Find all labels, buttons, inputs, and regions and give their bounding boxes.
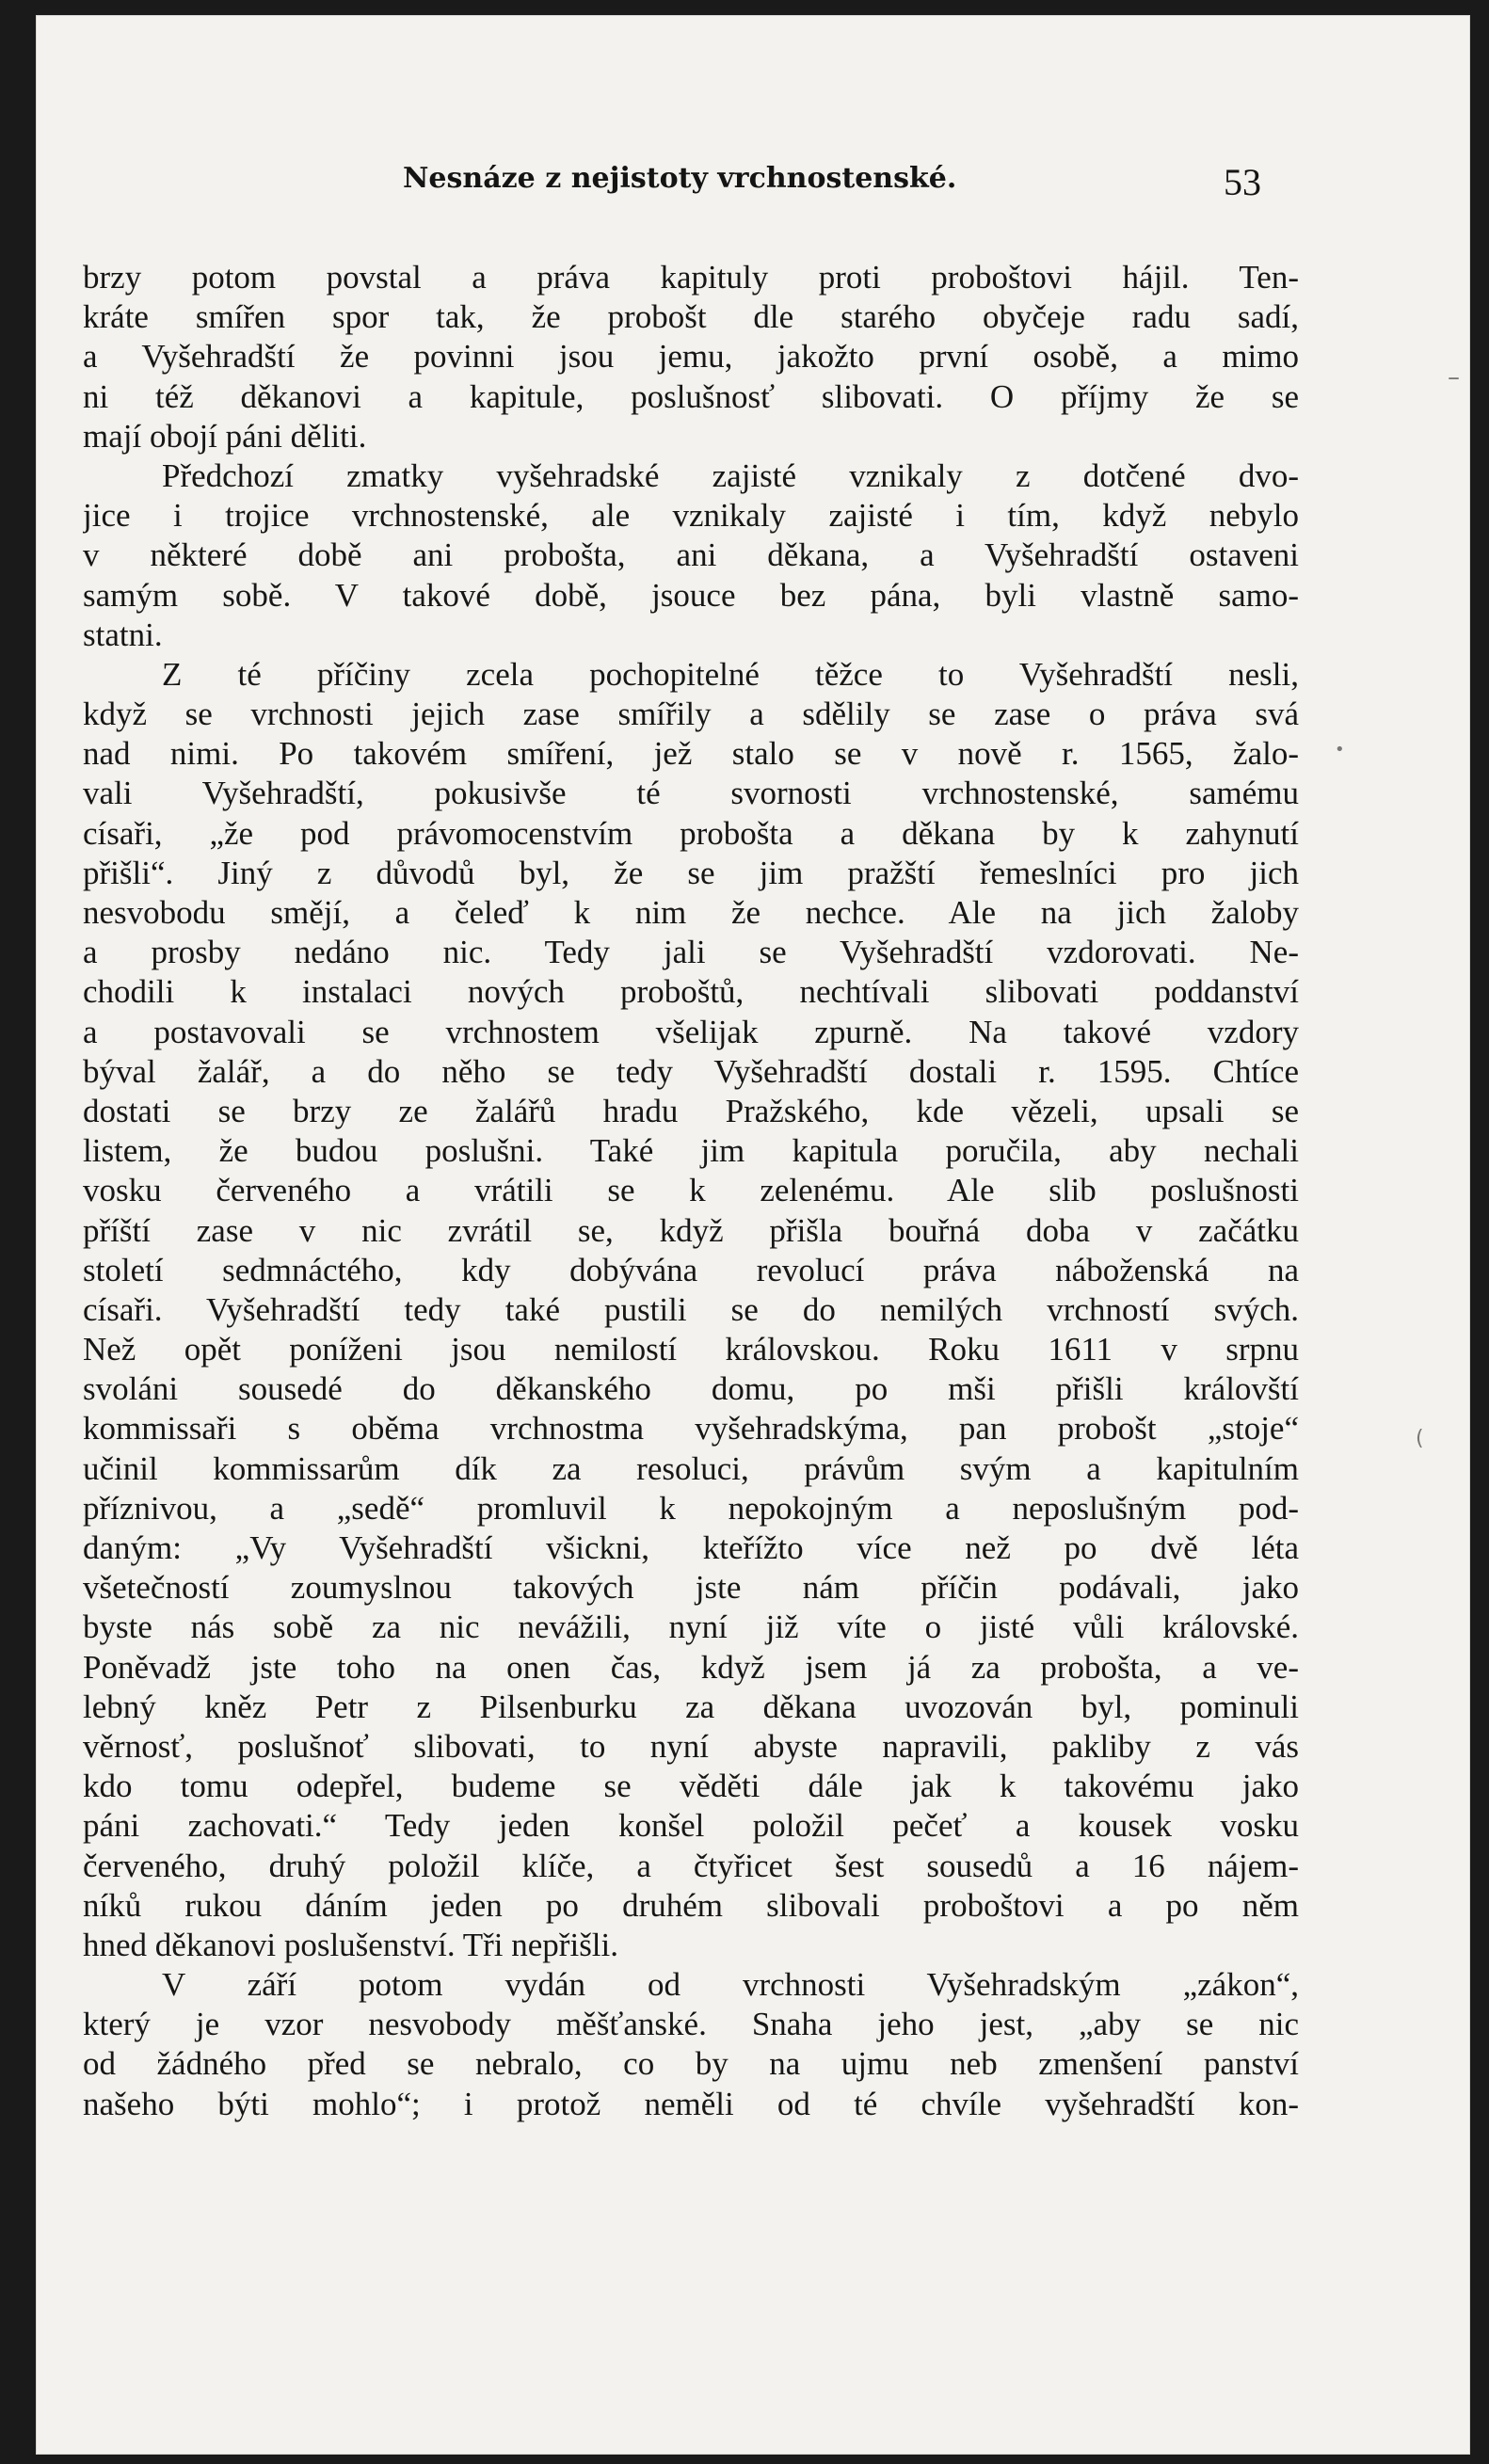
text-line: Než opět poníženi jsou nemilostí královskou. Roku 1611 v srpnu: [83, 1331, 1299, 1368]
text-line: a Vyšehradští že povinni jsou jemu, jakožto první osobě, a mimo: [83, 338, 1299, 376]
text-line: jice i trojice vrchnostenské, ale vznikaly zajisté i tím, když nebylo: [83, 497, 1299, 535]
text-line: ni též děkanovi a kapitule, poslušnosť slibovati. O příjmy že se: [83, 377, 1299, 415]
text-line: příští zase v nic zvrátil se, když přišla bouřná doba v začátku: [83, 1211, 1299, 1249]
text-line: nesvobodu smějí, a čeleď k nim že nechce. Ale na jich žaloby: [83, 894, 1299, 931]
book-page: [36, 15, 1470, 2455]
text-line: v některé době ani probošta, ani děkana, a Vyšehradští ostaveni: [83, 536, 1299, 574]
text-line: příznivou, a „sedě“ promluvil k nepokojným a neposlušným pod-: [83, 1489, 1299, 1527]
text-line: samým sobě. V takové době, jsouce bez pána, byli vlastně samo-: [83, 576, 1299, 614]
text-line: vosku červeného a vrátili se k zelenému. Ale slib poslušnosti: [83, 1172, 1299, 1209]
text-line: učinil kommissarům dík za resoluci, právům svým a kapitulním: [83, 1449, 1299, 1487]
text-line: Předchozí zmatky vyšehradské zajisté vznikaly z dotčené dvo-: [162, 456, 1299, 494]
text-line: našeho býti mohlo“; i protož neměli od té chvíle vyšehradští kon-: [83, 2085, 1299, 2122]
text-line: hned děkanovi poslušenství. Tři nepřišli.: [83, 1926, 619, 1963]
text-line: lebný kněz Petr z Pilsenburku za děkana uvozován byl, pominuli: [83, 1688, 1299, 1725]
text-line: listem, že budou poslušni. Také jim kapitula poručila, aby nechali: [83, 1132, 1299, 1170]
text-line: červeného, druhý položil klíče, a čtyřicet šest sousedů a 16 nájem-: [83, 1847, 1299, 1884]
text-line: císaři, „že pod právomocenstvím probošta a děkana by k zahynutí: [83, 814, 1299, 852]
text-line: mají obojí páni děliti.: [83, 417, 367, 455]
text-line: svoláni sousedé do děkanského domu, po mši přišli královští: [83, 1370, 1299, 1408]
page-header: [36, 158, 1470, 215]
text-line: když se vrchnosti jejich zase smířily a sdělily se zase o práva svá: [83, 696, 1299, 733]
running-title: Nesnáze z nejistoty vrchnostenské.: [403, 162, 957, 195]
text-line: Z té příčiny zcela pochopitelné těžce to Vyšehradští nesli,: [162, 655, 1299, 693]
text-line: statni.: [83, 616, 163, 653]
text-line: císaři. Vyšehradští tedy také pustili se do nemilých vrchností svých.: [83, 1290, 1299, 1328]
margin-dash-mark: –: [1448, 363, 1460, 392]
text-line: chodili k instalaci nových proboštů, nechtívali slibovati poddanství: [83, 973, 1299, 1011]
text-line: věrnosť, poslušnoť slibovati, to nyní abyste napravili, pakliby z vás: [83, 1727, 1299, 1765]
text-line: daným: „Vy Vyšehradští všickni, kteřížto více než po dvě léta: [83, 1529, 1299, 1566]
text-line: a prosby nedáno nic. Tedy jali se Vyšehradští vzdorovati. Ne-: [83, 934, 1299, 971]
text-line: přišli“. Jiný z důvodů byl, že se jim pražští řemeslníci pro jich: [83, 854, 1299, 891]
text-line: všetečností zoumyslnou takových jste nám příčin podávali, jako: [83, 1569, 1299, 1607]
text-line: byste nás sobě za nic nevážili, nyní již víte o jisté vůli královské.: [83, 1608, 1299, 1646]
text-line: V září potom vydán od vrchnosti Vyšehradským „zákon“,: [162, 1966, 1299, 2004]
text-line: od žádného před se nebralo, co by na ujmu neb zmenšení panství: [83, 2045, 1299, 2083]
page-number: 53: [1224, 161, 1261, 203]
text-line: vali Vyšehradští, pokusivše té svornosti vrchnostenské, samému: [83, 775, 1299, 812]
text-line: nad nimi. Po takovém smíření, jež stalo se v nově r. 1565, žalo-: [83, 735, 1299, 773]
text-line: dostati se brzy ze žalářů hradu Pražského, kde vězeli, upsali se: [83, 1092, 1299, 1129]
text-line: kráte smířen spor tak, že probošt dle starého obyčeje radu sadí,: [83, 298, 1299, 336]
text-line: páni zachovati.“ Tedy jeden konšel položil pečeť a kousek vosku: [83, 1807, 1299, 1845]
text-line: níků rukou dáním jeden po druhém slibovali proboštovi a po něm: [83, 1886, 1299, 1924]
text-line: a postavovali se vrchnostem všelijak zpurně. Na takové vzdory: [83, 1013, 1299, 1050]
text-line: brzy potom povstal a práva kapituly proti proboštovi hájil. Ten-: [83, 259, 1299, 296]
body-text: [83, 258, 1299, 2124]
text-line: století sedmnáctého, kdy dobývána revolucí práva náboženská na: [83, 1251, 1299, 1288]
text-line: kdo tomu odepřel, budeme se věděti dále jak k takovému jako: [83, 1768, 1299, 1805]
margin-dot-mark: •: [1335, 740, 1345, 760]
text-line: býval žalář, a do něho se tedy Vyšehradští dostali r. 1595. Chtíce: [83, 1052, 1299, 1090]
margin-tick-mark: (: [1416, 1427, 1424, 1450]
text-line: který je vzor nesvobody měšťanské. Snaha jeho jest, „aby se nic: [83, 2006, 1299, 2043]
text-line: Poněvadž jste toho na onen čas, když jsem já za probošta, a ve-: [83, 1648, 1299, 1686]
text-line: kommissaři s oběma vrchnostma vyšehradskýma, pan probošt „stoje“: [83, 1410, 1299, 1448]
